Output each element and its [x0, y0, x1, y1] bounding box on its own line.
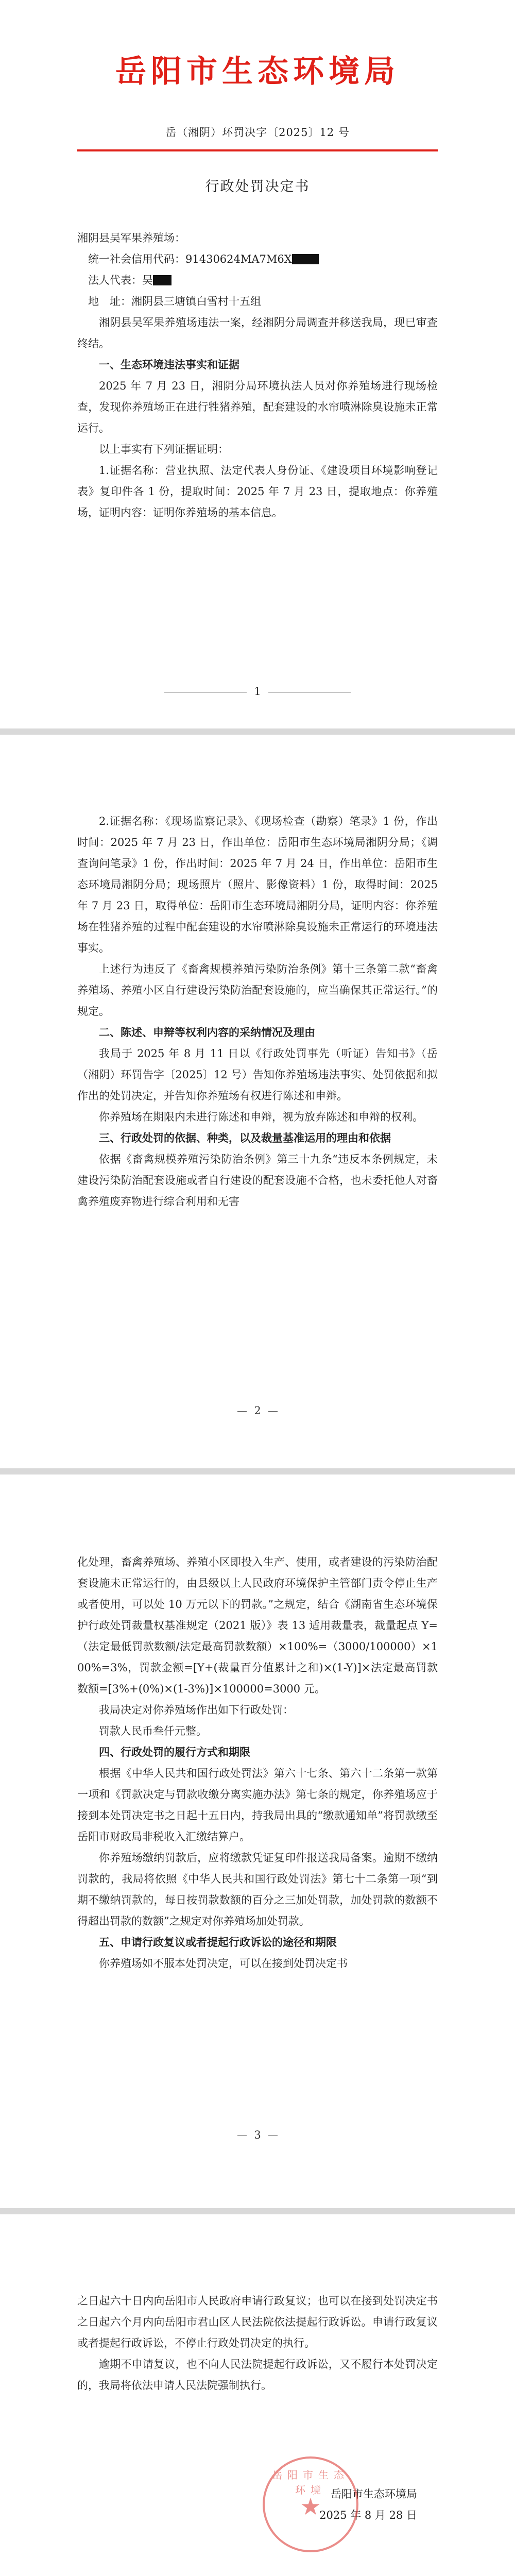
redaction-box — [292, 254, 319, 264]
paragraph: 逾期不申请复议，也不向人民法院提起行政诉讼，又不履行本处罚决定的，我局将依法申请人民法院强制执行。 — [77, 2358, 438, 2392]
red-divider-line — [77, 149, 438, 151]
recipient-block — [77, 228, 438, 312]
evidence-paragraph: 2.证据名称：《现场监察记录》、《现场检查（勘察）笔录》1 份，作出时间：2025 年 7 月 23 日，作出单位：岳阳市生态环境局湘阴分局；《调查询问笔录》1 份，作出时间：2025 年 7 月 24 日，作出单位：岳阳市生态环境局湘阴分局；现场照片（照片、影像资料）1 份，取得时间：2025 年 7 月 23 日，取得单位：岳阳市生态环境局湘阴分局，证明内容：你养殖场在牲猪养殖的过程中配套建设的水帘喷淋除臭设施未正常运行的环境违法事实。 — [77, 815, 438, 954]
recipient-name: 湘阴县吴军果养殖场： — [77, 232, 185, 244]
legal-rep-label: 法人代表： — [88, 274, 142, 286]
signing-date: 2025 年 8 月 28 日 — [319, 2509, 417, 2521]
paragraph: 化处理，畜禽养殖场、养殖小区即投入生产、使用，或者建设的污染防治配套设施未正常运行的，由县级以上人民政府环境保护主管部门责令停止生产或者使用，可以处 10 万元以下的罚款。”之规定，结合《湖南省生态环境保护行政处罚裁量权基准规定（2021 版）》表 13 适用裁量表，裁量起点 Y=（法定最低罚款数额/法定最高罚款数额）×100%=（3000/100000）×100%=3%，罚款金额=[Y+(裁量百分值累计之和)×(1-Y)]×法定最高罚款数额=[3%+(0%)×(1-3%)]×100000=3000 元。 — [77, 1556, 438, 1695]
paragraph: 依据《畜禽规模养殖污染防治条例》第三十九条“违反本条例规定，未建设污染防治配套设施或者自行建设的配套设施不合格，也未委托他人对畜禽养殖废弃物进行综合利用和无害 — [77, 1153, 438, 1208]
address-label: 地 址： — [88, 295, 131, 308]
paragraph: 2025 年 7 月 23 日，湘阴分局环境执法人员对你养殖场进行现场检查，发现你养殖场正在进行牲猪养殖，配套建设的水帘喷淋除臭设施未正常运行。 — [77, 380, 438, 434]
signature-block — [77, 2484, 438, 2526]
paragraph: 你养殖场缴纳罚款后，应将缴款凭证复印件报送我局备案。逾期不缴纳罚款的，我局将依照《中华人民共和国行政处罚法》第七十二条第一项“到期不缴纳罚款的，每日按罚款数额的百分之三加处罚款，加处罚款的数额不得超出罚款的数额”之规定对你养殖场加处罚款。 — [77, 1852, 438, 1927]
document-page-1 — [0, 0, 515, 728]
evidence-paragraph: 1.证据名称：营业执照、法定代表人身份证、《建设项目环境影响登记表》复印件各 1 份，提取时间：2025 年 7 月 23 日，提取地点：你养殖场，证明内容：证明你养殖场的基本信息。 — [77, 464, 438, 519]
paragraph: 之日起六十日内向岳阳市人民政府申请行政复议；也可以在接到处罚决定书之日起六个月内向岳阳市君山区人民法院依法提起行政诉讼。申请行政复议或者提起行政诉讼，不停止行政处罚决定的执行。 — [77, 2295, 438, 2349]
document-page-3 — [0, 1475, 515, 2208]
official-seal — [263, 2456, 358, 2552]
page-number: 3 — [0, 2129, 515, 2141]
penalty-amount: 罚款人民币叁仟元整。 — [99, 1725, 207, 1737]
issuing-authority-title: 岳阳市生态环境局 — [115, 54, 400, 90]
legal-rep-value: 吴 — [142, 274, 153, 286]
section-heading-5: 五、申请行政复议或者提起行政诉讼的途径和期限 — [99, 1936, 337, 1948]
intro-paragraph: 湘阴县吴军果养殖场违法一案，经湘阴分局调查并移送我局，现已审查终结。 — [77, 316, 438, 350]
paragraph: 以上事实有下列证据证明： — [99, 443, 229, 455]
address-line — [77, 291, 438, 312]
address-value: 湘阴县三塘镇白雪村十五组 — [131, 295, 261, 308]
signing-authority: 岳阳市生态环境局 — [331, 2488, 417, 2500]
credit-code-value: 91430624MA7M6X — [185, 253, 292, 265]
page-number: 2 — [0, 1404, 515, 1417]
redaction-box — [153, 275, 171, 285]
paragraph: 你养殖场在期限内未进行陈述和申辩，视为放弃陈述和申辩的权利。 — [99, 1111, 423, 1123]
seal-star-icon: ★ — [300, 2493, 321, 2520]
seal-text: 岳阳市生态环境 — [272, 2469, 349, 2496]
section-heading-3: 三、行政处罚的依据、种类，以及裁量基准运用的理由和依据 — [99, 1132, 391, 1144]
paragraph: 我局于 2025 年 8 月 11 日以《行政处罚事先（听证）告知书》（岳（湘阴）环罚告字〔2025〕12 号）告知你养殖场违法事实、处罚依据和拟作出的处罚决定，并告知你养殖场有权进行陈述和申辩。 — [77, 1047, 438, 1102]
section-heading-2: 二、陈述、申辩等权利内容的采纳情况及理由 — [99, 1026, 315, 1039]
section-heading-1: 一、生态环境违法事实和证据 — [99, 359, 239, 371]
paragraph: 你养殖场如不服本处罚决定，可以在接到处罚决定书 — [99, 1957, 348, 1970]
paragraph: 根据《中华人民共和国行政处罚法》第六十七条、第六十二条第一款第一项和《罚款决定与罚款收缴分离实施办法》第七条的规定，你养殖场应于接到本处罚决定书之日起十五日内，持我局出具的“缴款通知单”将罚款缴至岳阳市财政局非税收入汇缴结算户。 — [77, 1767, 438, 1843]
legal-rep-line — [77, 270, 438, 291]
document-page-4 — [0, 2214, 515, 2576]
paragraph: 我局决定对你养殖场作出如下行政处罚： — [99, 1704, 294, 1716]
document-number: 岳（湘阴）环罚决字〔2025〕12 号 — [165, 126, 350, 139]
credit-code-line — [77, 249, 438, 270]
document-title: 行政处罚决定书 — [205, 179, 310, 195]
paragraph: 上述行为违反了《畜禽规模养殖污染防治条例》第十三条第二款“畜禽养殖场、养殖小区自行建设污染防治配套设施的，应当确保其正常运行。”的规定。 — [77, 963, 438, 1018]
document-page-2 — [0, 735, 515, 1468]
page-number: 1 — [0, 685, 515, 698]
credit-code-label: 统一社会信用代码： — [88, 253, 185, 265]
section-heading-4: 四、行政处罚的履行方式和期限 — [99, 1746, 250, 1758]
